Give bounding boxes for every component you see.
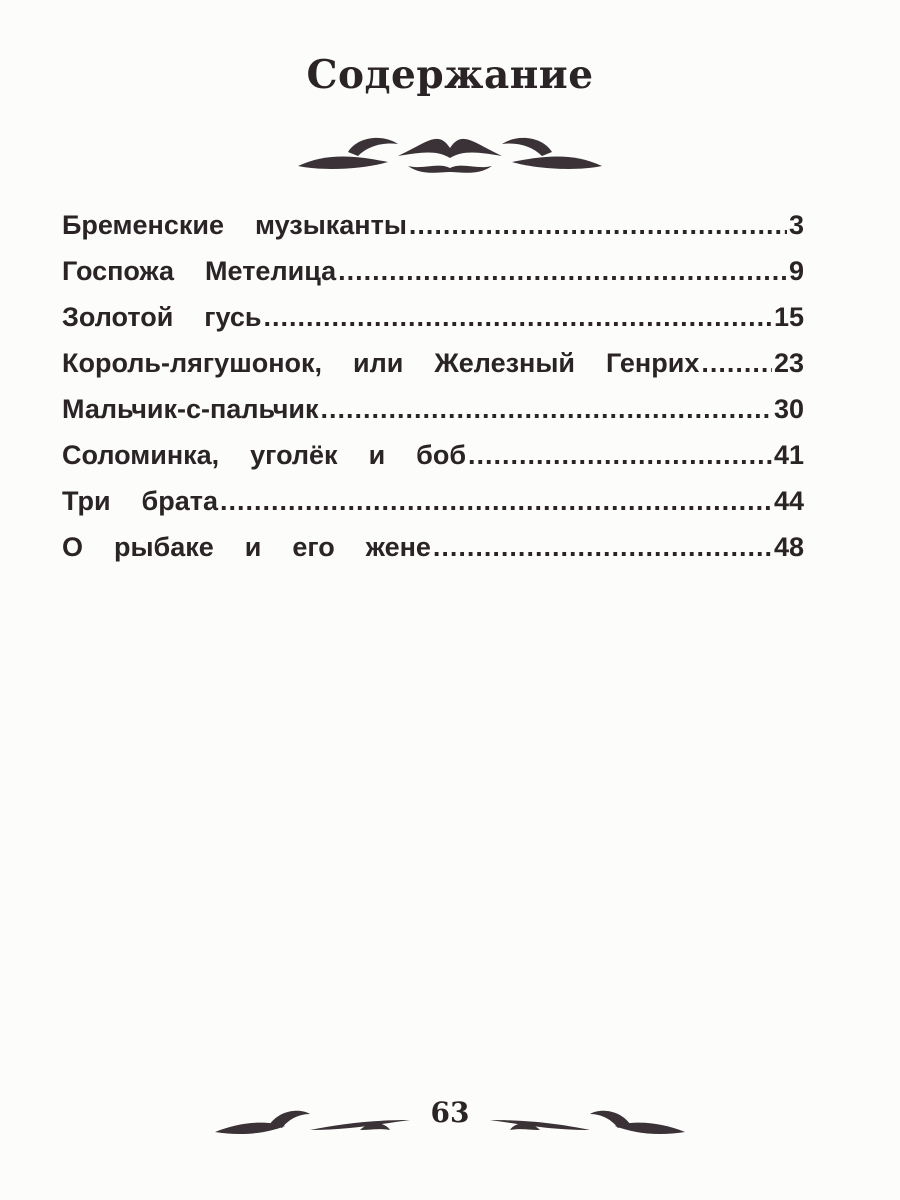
page-number: 63 bbox=[430, 1096, 470, 1129]
page-footer bbox=[210, 1090, 690, 1150]
toc-entry-page: 3 bbox=[788, 210, 804, 240]
toc-entry-title: Король-лягушонок, или Железный Генрих bbox=[62, 348, 700, 378]
toc-entry-title: Бременские музыканты bbox=[62, 210, 407, 240]
ornament-divider-icon bbox=[288, 122, 612, 178]
dot-leader bbox=[321, 394, 772, 425]
toc-entry[interactable] bbox=[62, 440, 804, 486]
table-of-contents bbox=[62, 210, 804, 578]
toc-entry[interactable] bbox=[62, 210, 804, 256]
toc-entry-page: 15 bbox=[773, 302, 804, 332]
toc-entry-title: Золотой гусь bbox=[62, 302, 262, 332]
dot-leader bbox=[468, 440, 772, 471]
toc-entry[interactable] bbox=[62, 394, 804, 440]
toc-entry-title: Соломинка, уголёк и боб bbox=[62, 440, 467, 470]
toc-entry-page: 48 bbox=[773, 532, 804, 562]
toc-entry-title: Мальчик-с-пальчик bbox=[62, 394, 319, 424]
toc-entry-title: Госпожа Метелица bbox=[62, 256, 337, 286]
toc-entry[interactable] bbox=[62, 532, 804, 578]
toc-entry[interactable] bbox=[62, 256, 804, 302]
toc-entry-title: О рыбаке и его жене bbox=[62, 532, 431, 562]
page-title: Содержание bbox=[306, 52, 594, 98]
toc-entry-page: 44 bbox=[773, 486, 804, 516]
dot-leader bbox=[409, 210, 787, 241]
dot-leader bbox=[264, 302, 772, 333]
toc-entry-title: Три брата bbox=[62, 486, 218, 516]
dot-leader bbox=[701, 348, 772, 379]
toc-entry[interactable] bbox=[62, 302, 804, 348]
dot-leader bbox=[433, 532, 772, 563]
toc-entry-page: 23 bbox=[773, 348, 804, 378]
toc-entry[interactable] bbox=[62, 348, 804, 394]
toc-entry-page: 41 bbox=[773, 440, 804, 470]
dot-leader bbox=[338, 256, 787, 287]
dot-leader bbox=[220, 486, 772, 517]
toc-entry-page: 30 bbox=[773, 394, 804, 424]
toc-entry-page: 9 bbox=[788, 256, 804, 286]
toc-entry[interactable] bbox=[62, 486, 804, 532]
